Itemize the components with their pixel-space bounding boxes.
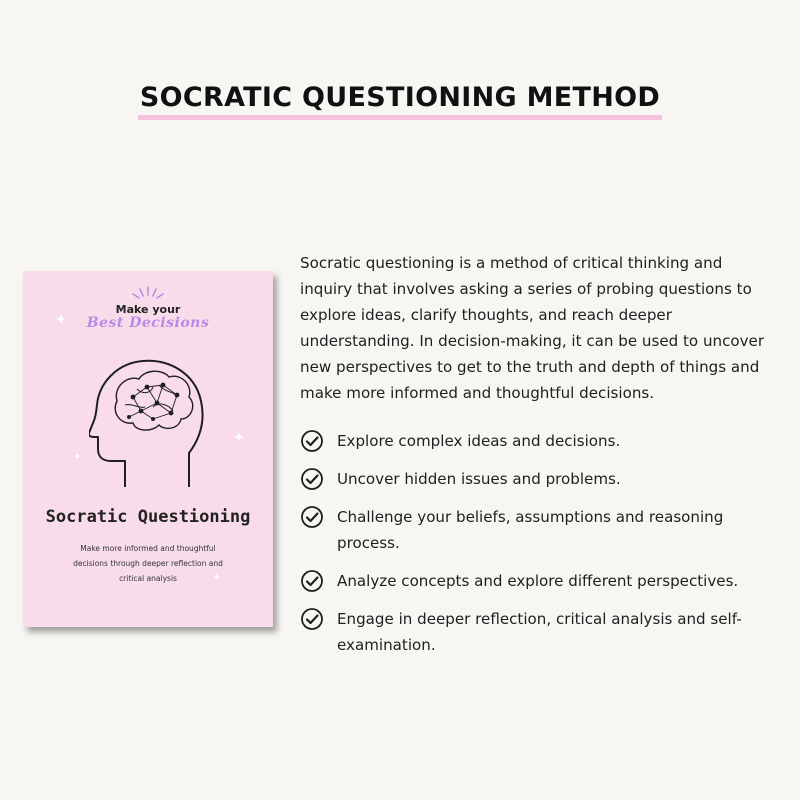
list-item [300, 466, 778, 492]
list-item [300, 606, 778, 658]
cover-title: Socratic Questioning [45, 507, 251, 527]
list-item [300, 504, 778, 556]
check-circle-icon [300, 607, 324, 631]
intro-paragraph: Socratic questioning is a method of critical thinking and inquiry that involves asking a series of probing questions to explore ideas, clarify thoughts, and reach deeper understanding. In decision-making, it can be used to uncover new perspectives to get to the truth and depth of things and make more informed and thoughtful decisions. [300, 254, 765, 402]
check-circle-icon [300, 505, 324, 529]
cover-subtitle: Make more informed and thoughtful decisions through deeper reflection and critical analysis [73, 544, 223, 583]
list-item-text: Uncover hidden issues and problems. [337, 470, 621, 488]
check-circle-icon [300, 429, 324, 453]
page-title [138, 82, 662, 117]
sparkle-icon: ✦ [73, 452, 82, 463]
list-item [300, 568, 778, 594]
list-item [300, 428, 778, 454]
sparkle-icon: ✦ [233, 430, 245, 446]
title-underline [138, 115, 662, 120]
sparkle-icon: ✦ [55, 312, 67, 328]
page-header [0, 82, 800, 117]
head-brain-icon [89, 357, 209, 489]
sparkle-icon: ✦ [213, 573, 221, 583]
check-circle-icon [300, 569, 324, 593]
rays-icon [130, 285, 166, 301]
book-cover [23, 271, 273, 627]
benefits-list [300, 428, 778, 670]
list-item-text: Explore complex ideas and decisions. [337, 432, 621, 450]
page-title-text: SOCRATIC QUESTIONING METHOD [139, 82, 661, 113]
list-item-text: Analyze concepts and explore different perspectives. [337, 572, 739, 590]
list-item-text: Engage in deeper reflection, critical analysis and self-examination. [337, 610, 742, 654]
cover-make-text: Make your [115, 303, 181, 316]
cover-best-text: Best Decisions [86, 315, 210, 331]
list-item-text: Challenge your beliefs, assumptions and reasoning process. [337, 508, 724, 552]
check-circle-icon [300, 467, 324, 491]
